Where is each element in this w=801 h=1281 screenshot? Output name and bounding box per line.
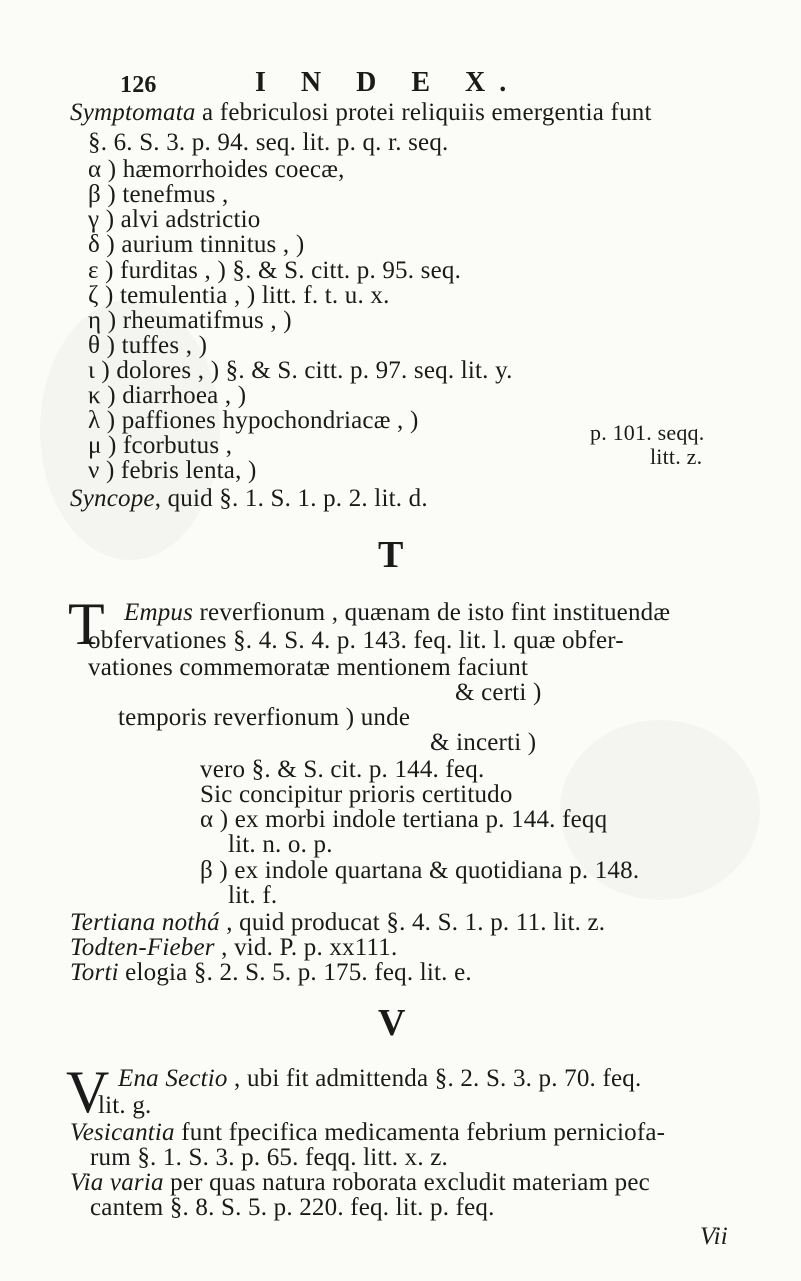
entry-text: per quas natura roborata excludit materiam pec [163, 1169, 650, 1196]
entry-line: cantem §. 8. S. 5. p. 220. feq. lit. p. feq. [90, 1194, 495, 1221]
entry-line: & certi ) [455, 679, 542, 706]
catchword: Vii [700, 1223, 728, 1250]
entry-text: funt fpecifica medicamenta febrium perniciofa- [174, 1119, 666, 1146]
entry-line: β ) ex indole quartana & quotidiana p. 148. [200, 857, 640, 884]
entry-syncope [70, 484, 428, 514]
symptom-item: β ) tenefmus , [88, 181, 229, 208]
entry-text: , vid. P. p. xx111. [214, 934, 398, 961]
page-number: 126 [120, 72, 157, 98]
entry-line: temporis reverfionum ) unde [118, 704, 411, 731]
section-letter-t: T [378, 534, 404, 576]
symptom-item: α ) hæmorrhoides coecæ, [88, 156, 345, 183]
symptom-item: δ ) aurium tinnitus , ) [88, 231, 305, 258]
symptom-item: ε ) furditas , ) §. & S. citt. p. 95. seq. [88, 257, 462, 284]
bracket-reference: litt. z. [650, 444, 703, 469]
entry-text: , quid §. 1. S. 1. p. 2. lit. d. [154, 485, 428, 512]
entry-line: lit. n. o. p. [228, 831, 333, 858]
entry-torti [70, 958, 472, 988]
entry-line: obfervationes §. 4. S. 4. p. 143. feq. lit. l. quæ obfer- [88, 627, 624, 654]
symptom-item: η ) rheumatifmus , ) [88, 307, 292, 334]
entry-text: reverfionum , quænam de isto fint instituendæ [193, 599, 671, 626]
entry-line: & incerti ) [430, 729, 537, 756]
symptom-item: θ ) tuffes , ) [88, 332, 208, 359]
symptom-item: γ ) alvi adstrictio [88, 206, 261, 233]
entry-head: Symptomata [70, 99, 196, 126]
section-letter-v: V [378, 1002, 406, 1044]
entry-text: a febriculosi protei reliquiis emergentia funt [195, 99, 652, 126]
entry-line: lit. g. [98, 1092, 152, 1119]
symptom-item: μ ) fcorbutus , [88, 432, 233, 459]
entry-head: Tertiana nothá [70, 909, 220, 936]
symptom-item: λ ) paffiones hypochondriacæ , ) [88, 407, 419, 434]
entry-head: Ena Sectio [118, 1065, 228, 1092]
bracket-reference: p. 101. seqq. [590, 420, 705, 445]
entry-head: Todten-Fieber [70, 934, 215, 961]
symptom-item: ν ) febris lenta, ) [88, 457, 257, 484]
symptom-item: κ ) diarrhoea , ) [88, 382, 247, 409]
drop-cap: V [66, 1059, 110, 1125]
entry-head: Torti [70, 959, 119, 986]
entry-line: vationes commemoratæ mentionem faciunt [88, 654, 529, 681]
drop-cap: T [68, 591, 105, 657]
entry-head: Syncope [70, 485, 155, 512]
entry-tempus [124, 598, 670, 628]
entry-head: Empus [124, 599, 194, 626]
entry-line: lit. f. [228, 882, 278, 909]
symptom-item: ι ) dolores , ) §. & S. citt. p. 97. seq. lit. y. [88, 357, 513, 384]
entry-text: , ubi fit admittenda §. 2. S. 3. p. 70. feq. [227, 1065, 642, 1092]
entry-line: §. 6. S. 3. p. 94. seq. lit. p. q. r. seq. [88, 129, 449, 156]
entry-text: elogia §. 2. S. 5. p. 175. feq. lit. e. [118, 959, 472, 986]
entry-line: rum §. 1. S. 3. p. 65. feqq. litt. x. z. [90, 1144, 448, 1171]
symptom-item: ζ ) temulentia , ) litt. f. t. u. x. [88, 282, 390, 309]
entry-head: Vesicantia [70, 1119, 175, 1146]
entry-line: Sic concipitur prioris certitudo [200, 781, 513, 808]
entry-line: vero §. & S. cit. p. 144. feq. [200, 756, 485, 783]
entry-vena-sectio [118, 1064, 641, 1094]
entry-text: , quid producat §. 4. S. 1. p. 11. lit. z. [219, 909, 606, 936]
entry-line: α ) ex morbi indole tertiana p. 144. feqq [200, 806, 608, 833]
running-title: I N D E X. [255, 67, 521, 98]
entry-symptomata [70, 98, 652, 128]
entry-head: Via varia [70, 1169, 164, 1196]
